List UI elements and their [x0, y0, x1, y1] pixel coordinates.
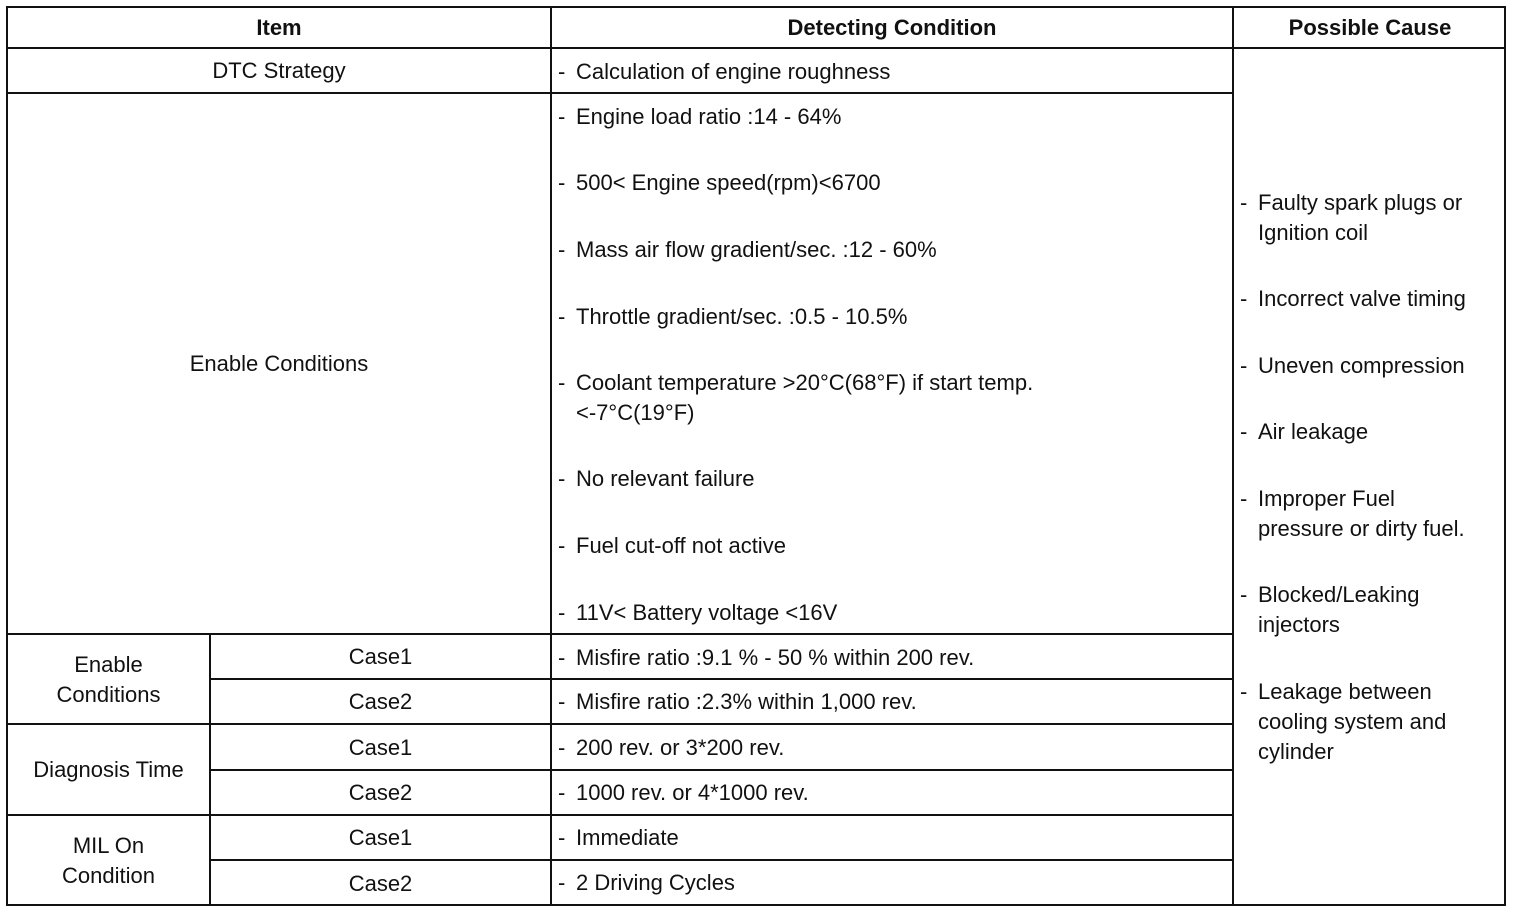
cause-text: Incorrect valve timing	[1258, 286, 1466, 311]
cause-text: Leakage between cooling system and cylinder	[1258, 679, 1447, 764]
bullet-dash: -	[1240, 353, 1248, 378]
header-item: Item	[256, 15, 302, 40]
condition-text: 11V< Battery voltage <16V	[576, 600, 838, 625]
bullet-dash: -	[558, 59, 566, 84]
cause-text: Blocked/Leaking injectors	[1258, 582, 1420, 637]
bullet-dash: -	[1240, 190, 1248, 215]
bullet-dash: -	[558, 370, 566, 395]
condition-text: 200 rev. or 3*200 rev.	[576, 735, 785, 760]
bullet-dash: -	[558, 237, 566, 262]
condition-text: Fuel cut-off not active	[576, 533, 786, 558]
bullet-dash: -	[558, 104, 566, 129]
divider-col-condition	[1232, 6, 1234, 906]
condition-text: Engine load ratio :14 - 64%	[576, 104, 842, 129]
bullet-dash: -	[558, 533, 566, 558]
bullet-dash: -	[1240, 486, 1248, 511]
condition-text: Misfire ratio :9.1 % - 50 % within 200 rev.	[576, 645, 975, 670]
bullet-dash: -	[558, 825, 566, 850]
bullet-dash: -	[1240, 679, 1248, 704]
bullet-dash: -	[1240, 582, 1248, 607]
cause-text: Uneven compression	[1258, 353, 1465, 378]
condition-text: Immediate	[576, 825, 679, 850]
diagnosis-case2-label: Case2	[348, 780, 413, 805]
diagnosis-case1-label: Case1	[348, 734, 413, 760]
condition-text: Misfire ratio :2.3% within 1,000 rev.	[576, 689, 917, 714]
bullet-dash: -	[558, 870, 566, 895]
diagnosis-time-label: Diagnosis Time	[33, 757, 184, 782]
bullet-dash: -	[558, 304, 566, 329]
condition-text: Calculation of engine roughness	[576, 59, 891, 84]
header-detecting-condition: Detecting Condition	[787, 15, 997, 40]
bullet-dash: -	[558, 735, 566, 760]
condition-text: Mass air flow gradient/sec. :12 - 60%	[576, 237, 937, 262]
header-possible-cause: Possible Cause	[1288, 15, 1452, 40]
enable-conditions-case-label: Enable Conditions	[56, 651, 161, 707]
mil-case1-label: Case1	[348, 825, 413, 850]
condition-text: 2 Driving Cycles	[576, 870, 735, 895]
enable-case2-label: Case2	[348, 689, 413, 714]
condition-text: Coolant temperature >20°C(68°F) if start temp. <-7°C(19°F)	[576, 370, 1034, 425]
cause-text: Improper Fuel pressure or dirty fuel.	[1258, 486, 1465, 541]
bullet-dash: -	[558, 645, 566, 670]
mil-case2-label: Case2	[348, 870, 413, 896]
condition-text: No relevant failure	[576, 466, 755, 491]
bullet-dash: -	[558, 689, 566, 714]
enable-conditions-label: Enable Conditions	[189, 351, 369, 376]
cause-text: Faulty spark plugs or Ignition coil	[1258, 190, 1463, 245]
bullet-dash: -	[558, 600, 566, 625]
bullet-dash: -	[1240, 286, 1248, 311]
divider-col-item	[550, 6, 552, 906]
condition-text: 1000 rev. or 4*1000 rev.	[576, 780, 809, 805]
bullet-dash: -	[558, 780, 566, 805]
bullet-dash: -	[558, 466, 566, 491]
mil-on-condition-label: MIL On Condition	[62, 833, 155, 888]
enable-case1-label: Case1	[348, 644, 413, 669]
dtc-strategy-label: DTC Strategy	[212, 58, 346, 83]
cause-text: Air leakage	[1258, 419, 1369, 444]
bullet-dash: -	[1240, 419, 1248, 444]
bullet-dash: -	[558, 170, 566, 195]
condition-text: Throttle gradient/sec. :0.5 - 10.5%	[576, 304, 908, 329]
condition-text: 500< Engine speed(rpm)<6700	[576, 170, 881, 195]
